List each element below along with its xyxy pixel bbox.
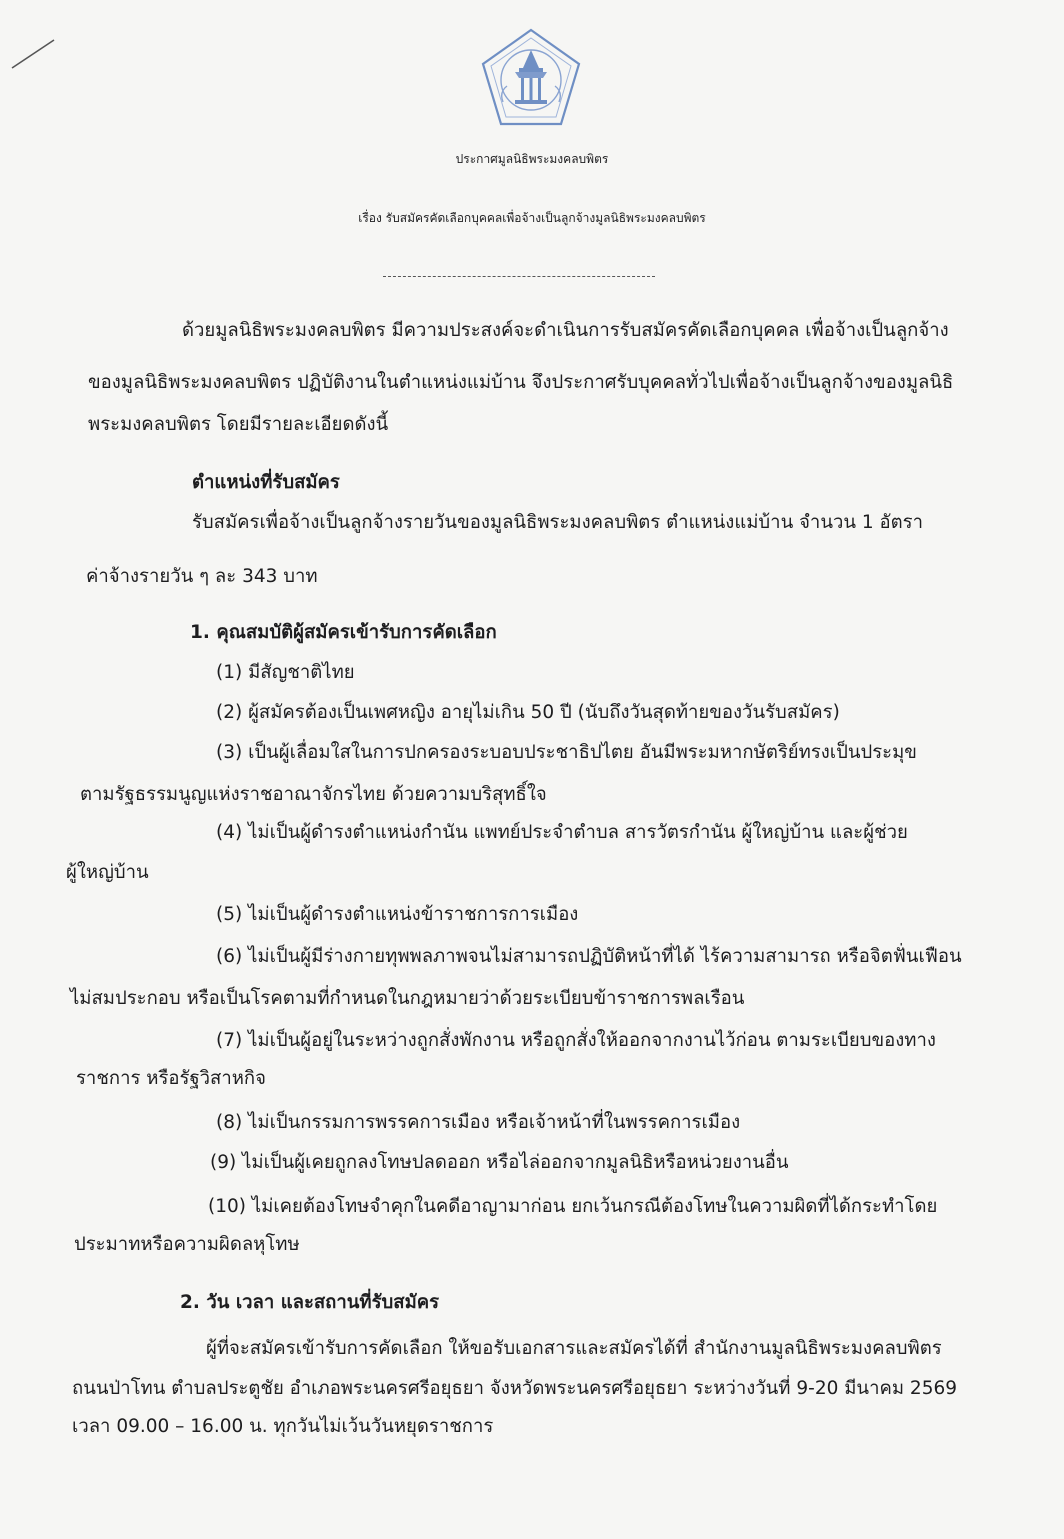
qualification-item-10: (10) ไม่เคยต้องโทษจำคุกในคดีอาญามาก่อน ยกเว้นกรณีต้องโทษในความผิดที่ได้กระทำโดย bbox=[208, 1196, 938, 1217]
section2-heading: 2. วัน เวลา และสถานที่รับสมัคร bbox=[180, 1292, 440, 1313]
application-line-2: ถนนป่าโทน ตำบลประตูชัย อำเภอพระนครศรีอยุธยา จังหวัดพระนครศรีอยุธยา ระหว่างวันที่ 9-20 มีนาคม 2569 bbox=[72, 1378, 958, 1399]
qualification-item-7: (7) ไม่เป็นผู้อยู่ในระหว่างถูกสั่งพักงาน หรือถูกสั่งให้ออกจากงานไว้ก่อน ตามระเบียบของทาง bbox=[216, 1030, 936, 1051]
qualification-item-5: (5) ไม่เป็นผู้ดำรงตำแหน่งข้าราชการการเมือง bbox=[216, 904, 579, 925]
pen-stroke-mark bbox=[8, 34, 58, 74]
wage-line: ค่าจ้างรายวัน ๆ ละ 343 บาท bbox=[86, 566, 318, 587]
qualification-item-6-cont: ไม่สมประกอบ หรือเป็นโรคตามที่กำหนดในกฎหมายว่าด้วยระเบียบข้าราชการพลเรือน bbox=[70, 988, 745, 1009]
intro-line-3: พระมงคลบพิตร โดยมีรายละเอียดดังนี้ bbox=[88, 414, 389, 435]
divider bbox=[383, 276, 655, 277]
position-heading: ตำแหน่งที่รับสมัคร bbox=[192, 472, 340, 493]
qualification-item-4: (4) ไม่เป็นผู้ดำรงตำแหน่งกำนัน แพทย์ประจำตำบล สารวัตรกำนัน ผู้ใหญ่บ้าน และผู้ช่วย bbox=[216, 822, 908, 843]
intro-line-2: ของมูลนิธิพระมงคลบพิตร ปฏิบัติงานในตำแหน่งแม่บ้าน จึงประกาศรับบุคคลทั่วไปเพื่อจ้างเป็นลูกจ้างของมูลนิธิ bbox=[88, 372, 954, 393]
qualification-item-8: (8) ไม่เป็นกรรมการพรรคการเมือง หรือเจ้าหน้าที่ในพรรคการเมือง bbox=[216, 1112, 741, 1133]
section1-heading: 1. คุณสมบัติผู้สมัครเข้ารับการคัดเลือก bbox=[190, 622, 497, 643]
intro-line-1: ด้วยมูลนิธิพระมงคลบพิตร มีความประสงค์จะดำเนินการรับสมัครคัดเลือกบุคคล เพื่อจ้างเป็นลูกจ้าง bbox=[182, 320, 949, 341]
application-line-1: ผู้ที่จะสมัครเข้ารับการคัดเลือก ให้ขอรับเอกสารและสมัครได้ที่ สำนักงานมูลนิธิพระมงคลบพิตร bbox=[206, 1338, 942, 1359]
application-line-3: เวลา 09.00 – 16.00 น. ทุกวันไม่เว้นวันหยุดราชการ bbox=[72, 1416, 494, 1437]
qualification-item-10-cont: ประมาทหรือความผิดลหุโทษ bbox=[74, 1234, 300, 1255]
qualification-item-3-cont: ตามรัฐธรรมนูญแห่งราชอาณาจักรไทย ด้วยความบริสุทธิ์ใจ bbox=[80, 784, 547, 805]
position-line: รับสมัครเพื่อจ้างเป็นลูกจ้างรายวันของมูลนิธิพระมงคลบพิตร ตำแหน่งแม่บ้าน จำนวน 1 อัตรา bbox=[192, 512, 923, 533]
qualification-item-9: (9) ไม่เป็นผู้เคยถูกลงโทษปลดออก หรือไล่ออกจากมูลนิธิหรือหน่วยงานอื่น bbox=[210, 1152, 789, 1173]
announcement-title: ประกาศมูลนิธิพระมงคลบพิตร bbox=[455, 152, 609, 166]
qualification-item-1: (1) มีสัญชาติไทย bbox=[216, 662, 355, 683]
announcement-subject: เรื่อง รับสมัครคัดเลือกบุคคลเพื่อจ้างเป็นลูกจ้างมูลนิธิพระมงคลบพิตร bbox=[358, 211, 706, 225]
qualification-item-6: (6) ไม่เป็นผู้มีร่างกายทุพพลภาพจนไม่สามารถปฏิบัติหน้าที่ได้ ไร้ความสามารถ หรือจิตฟั่นเฟือน bbox=[216, 946, 962, 967]
qualification-item-4-cont: ผู้ใหญ่บ้าน bbox=[66, 862, 149, 883]
foundation-seal-icon bbox=[477, 24, 585, 132]
qualification-item-7-cont: ราชการ หรือรัฐวิสาหกิจ bbox=[76, 1068, 266, 1089]
qualification-item-2: (2) ผู้สมัครต้องเป็นเพศหญิง อายุไม่เกิน 50 ปี (นับถึงวันสุดท้ายของวันรับสมัคร) bbox=[216, 702, 840, 723]
qualification-item-3: (3) เป็นผู้เลื่อมใสในการปกครองระบอบประชาธิปไตย อันมีพระมหากษัตริย์ทรงเป็นประมุข bbox=[216, 742, 917, 763]
